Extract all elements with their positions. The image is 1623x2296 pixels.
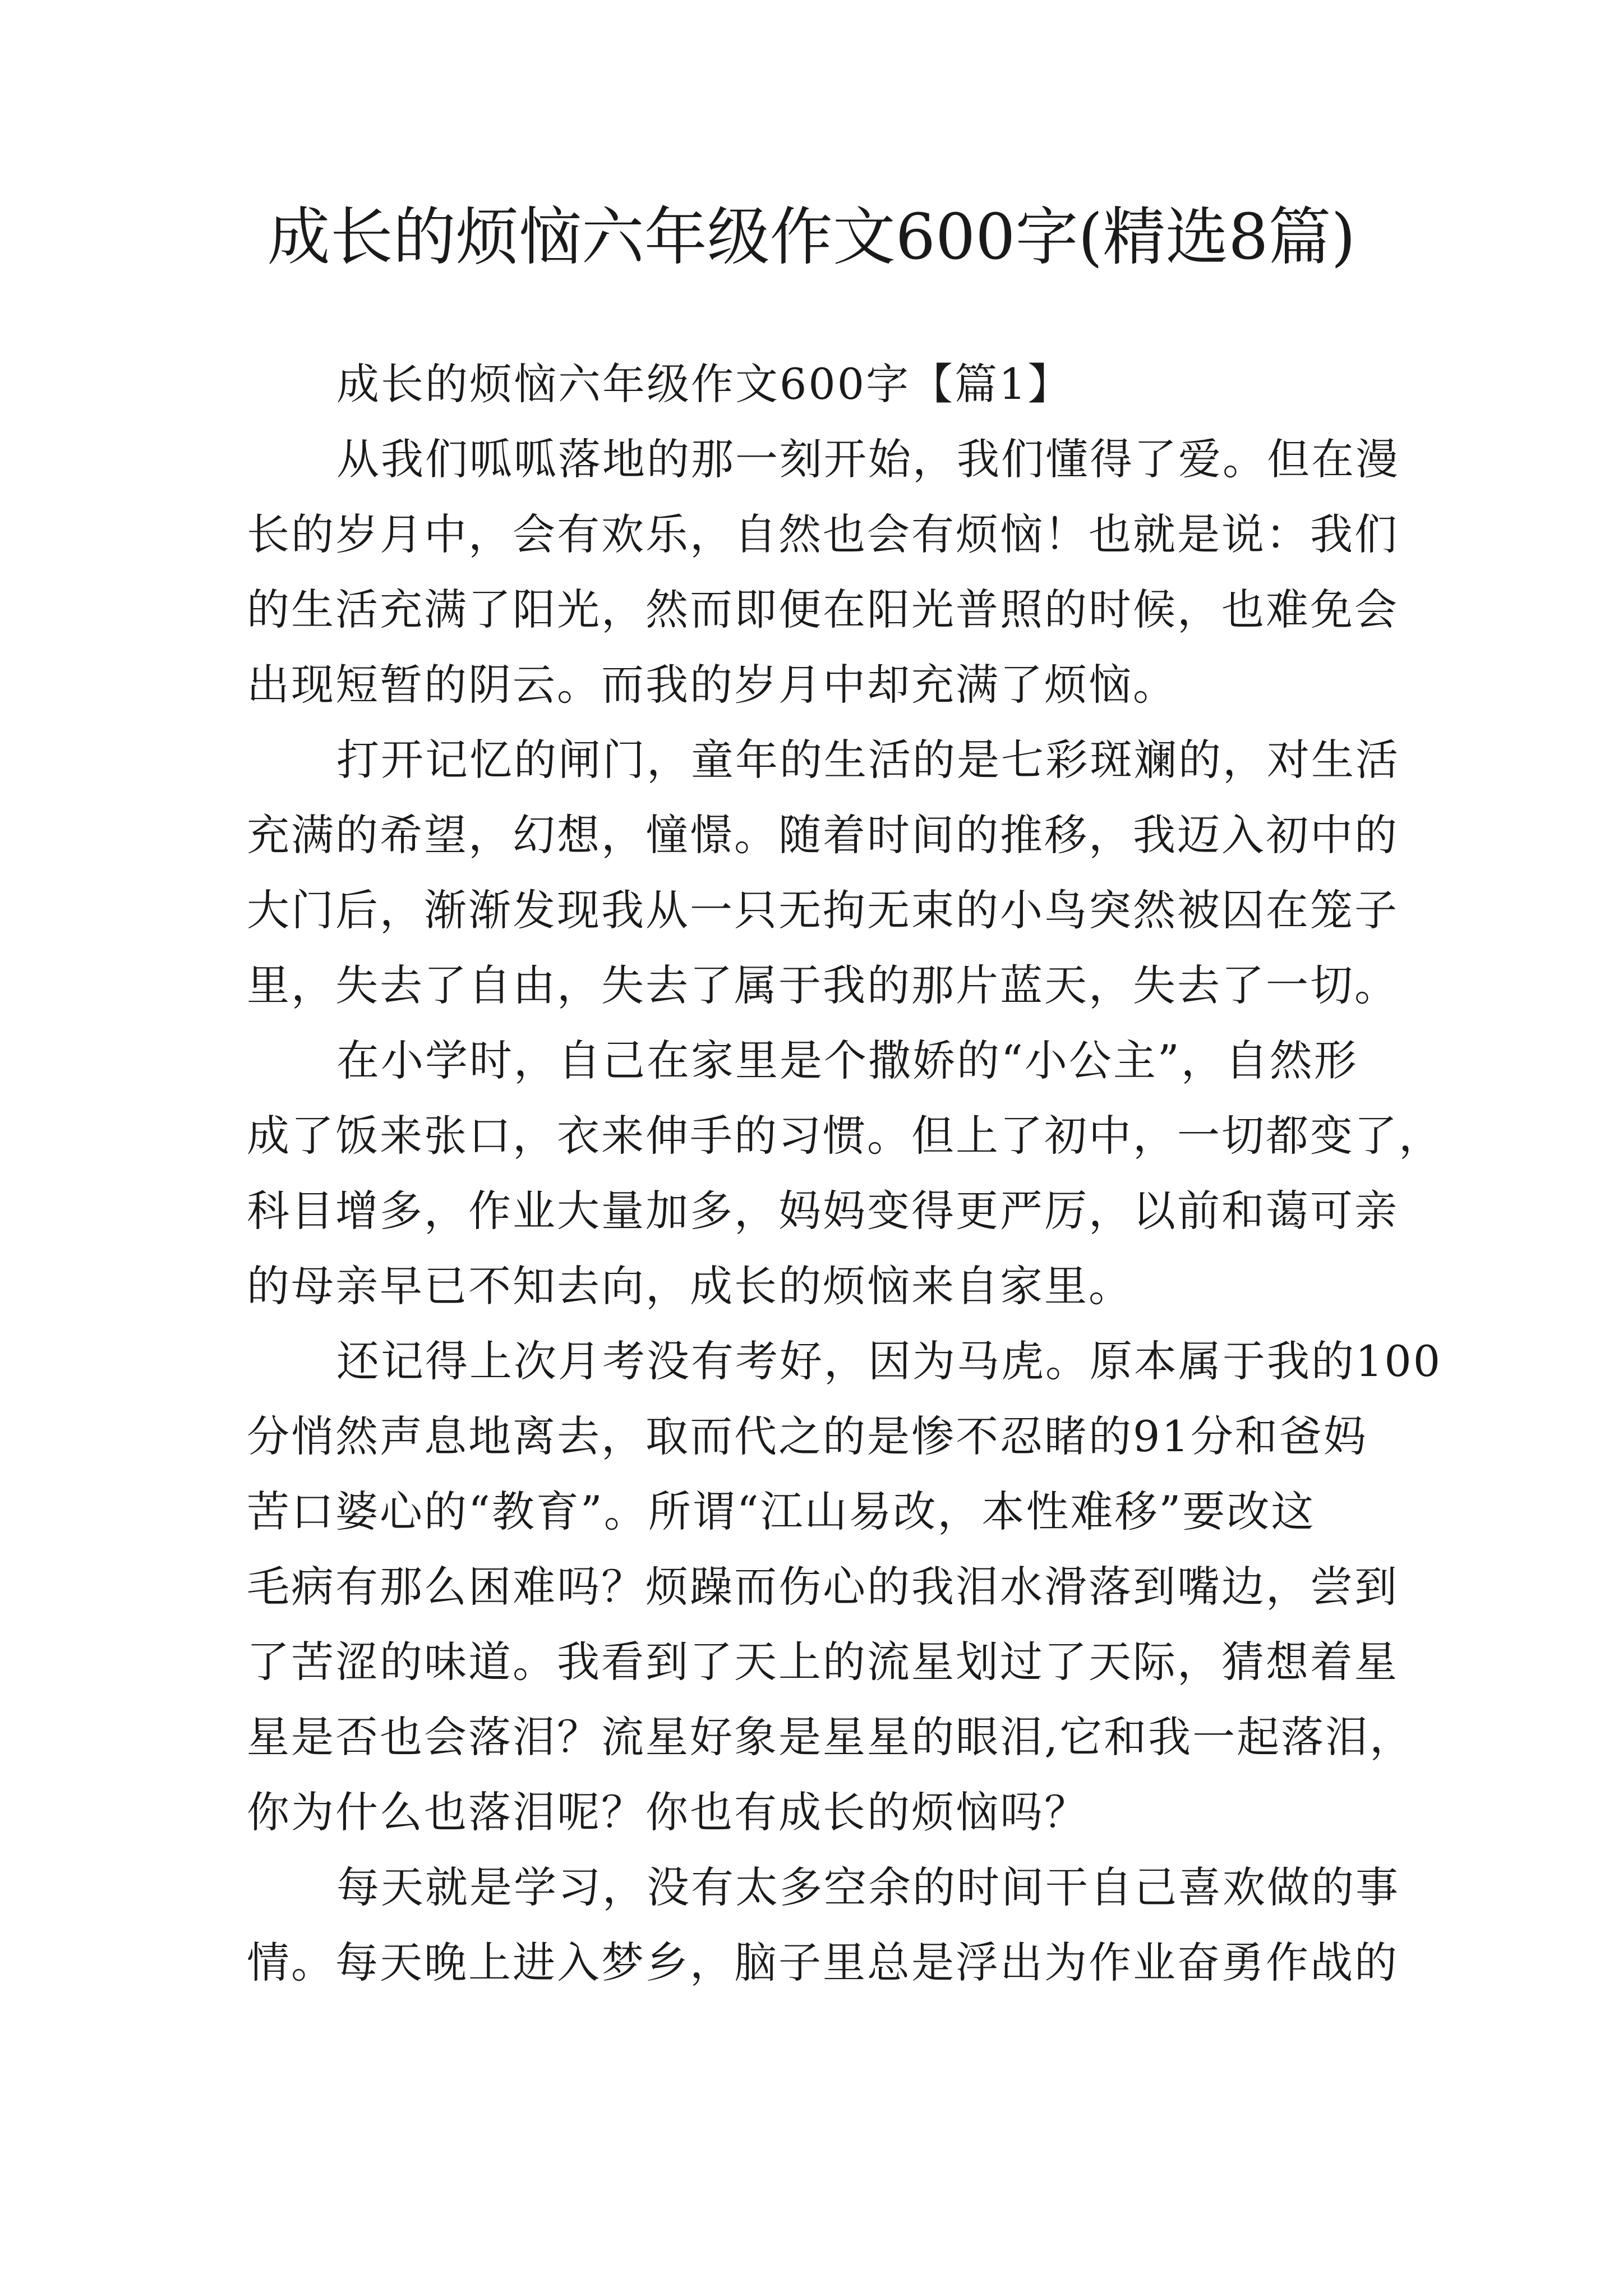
text-line: 毛病有那么困难吗？烦躁而伤心的我泪水滑落到嘴边，尝到 <box>247 1562 1399 1612</box>
document-title: 成长的烦恼六年级作文600字(精选8篇) <box>267 201 1356 274</box>
paragraph-lines <box>247 422 1443 2000</box>
text-line: 还记得上次月考没有考好，因为马虎。原本属于我的100 <box>336 1336 1442 1386</box>
text-line: 科目增多，作业大量加多，妈妈变得更严厉，以前和蔼可亲 <box>247 1186 1399 1236</box>
text-line: 出现短暂的阴云。而我的岁月中却充满了烦恼。 <box>247 660 1177 710</box>
text-line: 成了饭来张口，衣来伸手的习惯。但上了初中，一切都变了， <box>247 1111 1443 1161</box>
text-line: 星是否也会落泪？流星好象是星星的眼泪,它和我一起落泪， <box>247 1712 1414 1762</box>
text-line: 分悄然声息地离去，取而代之的是惨不忍睹的91分和爸妈 <box>247 1411 1368 1461</box>
text-line: 情。每天晚上进入梦乡，脑子里总是浮出为作业奋勇作战的 <box>247 1938 1399 1987</box>
text-line: 了苦涩的味道。我看到了天上的流星划过了天际，猜想着星 <box>247 1637 1399 1687</box>
text-line: 的生活充满了阳光，然而即便在阳光普照的时候，也难免会 <box>247 585 1399 634</box>
text-line: 在小学时，自己在家里是个撒娇的“小公主”，自然形 <box>336 1036 1358 1085</box>
text-line: 长的岁月中，会有欢乐，自然也会有烦恼！也就是说：我们 <box>247 509 1399 559</box>
document-body <box>247 347 1443 2000</box>
text-line: 苦口婆心的“教育”。所谓“江山易改，本性难移”要改这 <box>247 1487 1316 1536</box>
text-line: 大门后，渐渐发现我从一只无拘无束的小鸟突然被囚在笼子 <box>247 885 1399 935</box>
text-line: 打开记忆的闸门，童年的生活的是七彩斑斓的，对生活 <box>336 735 1400 785</box>
text-line: 从我们呱呱落地的那一刻开始，我们懂得了爱。但在漫 <box>336 434 1400 484</box>
text-line: 的母亲早已不知去向，成长的烦恼来自家里。 <box>247 1261 1133 1311</box>
text-line: 每天就是学习，没有太多空余的时间干自己喜欢做的事 <box>336 1862 1400 1912</box>
text-line: 你为什么也落泪呢？你也有成长的烦恼吗？ <box>247 1787 1089 1837</box>
section-heading: 成长的烦恼六年级作文600字【篇1】 <box>336 359 1072 409</box>
text-line: 充满的希望，幻想，憧憬。随着时间的推移，我迈入初中的 <box>247 810 1399 860</box>
text-line: 里，失去了自由，失去了属于我的那片蓝天，失去了一切。 <box>247 960 1399 1010</box>
